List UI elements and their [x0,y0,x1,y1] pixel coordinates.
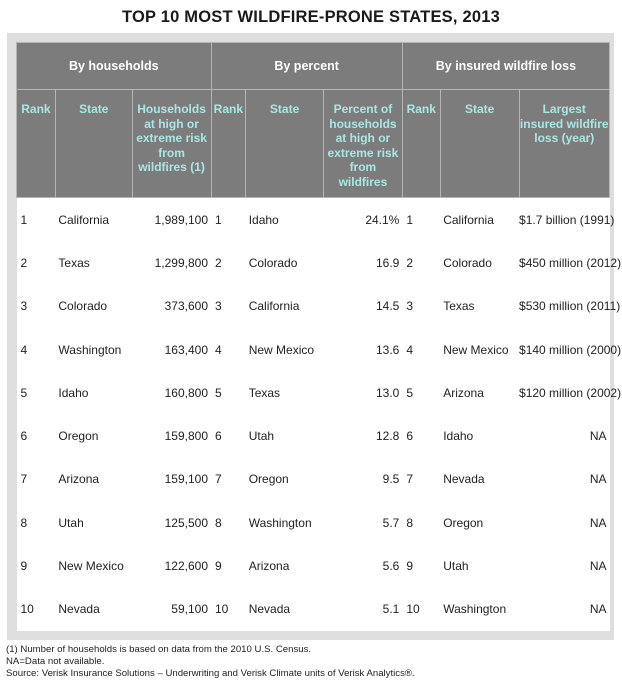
page-title: TOP 10 MOST WILDFIRE-PRONE STATES, 2013 [122,8,500,26]
table-row [17,544,610,587]
insured-loss-cell: NA [519,458,609,501]
table-row [17,501,610,544]
percent-cell: 5.7 [323,501,402,544]
col-state: State [246,90,324,198]
state-cell: Arizona [440,371,519,414]
wildfire-table [16,42,622,631]
rank-cell: 8 [402,501,440,544]
state-cell: Colorado [246,241,324,284]
rank-cell: 4 [211,328,246,371]
rank-cell: 6 [402,414,440,457]
state-cell: California [440,198,519,242]
insured-loss-cell: NA [519,544,609,587]
column-header-row [17,90,610,198]
rank-cell: 10 [402,588,440,631]
rank-cell: 2 [17,241,56,284]
insured-loss-cell: $140 million (2000) [519,328,609,371]
insured-loss-cell: NA [519,501,609,544]
households-cell: 125,500 [132,501,211,544]
percent-cell: 9.5 [323,458,402,501]
col-households: Households at high or extreme risk from wildfires (1) [132,90,211,198]
percent-cell: 5.1 [323,588,402,631]
insured-loss-cell: NA [519,588,609,631]
state-cell: Nevada [246,588,324,631]
group-by-insured-loss: By insured wildfire loss [402,43,609,90]
insured-loss-cell: $450 million (2012) [519,241,609,284]
rank-cell: 7 [211,458,246,501]
rank-cell: 1 [402,198,440,242]
table-row [17,371,610,414]
table-row [17,458,610,501]
footnote: Source: Verisk Insurance Solutions – Underwriting and Verisk Climate units of Verisk Analytics®. [6,668,415,680]
rank-cell: 5 [211,371,246,414]
households-cell: 159,800 [132,414,211,457]
rank-cell: 9 [17,544,56,587]
state-cell: Texas [55,241,132,284]
state-cell: Oregon [440,501,519,544]
state-cell: New Mexico [246,328,324,371]
rank-cell: 10 [17,588,56,631]
percent-cell: 24.1% [323,198,402,242]
state-cell: Colorado [55,285,132,328]
rank-cell: 8 [17,501,56,544]
percent-cell: 5.6 [323,544,402,587]
state-cell: Idaho [440,414,519,457]
table-row [17,198,610,242]
rank-cell: 6 [211,414,246,457]
state-cell: Washington [55,328,132,371]
rank-cell: 2 [211,241,246,284]
col-insured-loss: Largest insured wildfire loss (year) [519,90,609,198]
rank-cell: 5 [17,371,56,414]
rank-cell: 8 [211,501,246,544]
state-cell: Texas [440,285,519,328]
footnotes [6,644,415,681]
insured-loss-cell: $120 million (2002) [519,371,609,414]
rank-cell: 1 [211,198,246,242]
group-header-row [17,43,610,90]
state-cell: Utah [55,501,132,544]
rank-cell: 4 [402,328,440,371]
state-cell: Idaho [55,371,132,414]
rank-cell: 9 [402,544,440,587]
state-cell: California [246,285,324,328]
state-cell: Arizona [246,544,324,587]
state-cell: Colorado [440,241,519,284]
percent-cell: 13.6 [323,328,402,371]
table-frame [7,33,622,640]
rank-cell: 1 [17,198,56,242]
households-cell: 59,100 [132,588,211,631]
col-state: State [55,90,132,198]
state-cell: California [55,198,132,242]
state-cell: Texas [246,371,324,414]
state-cell: Washington [246,501,324,544]
col-state: State [440,90,519,198]
rank-cell: 3 [402,285,440,328]
group-by-households: By households [17,43,212,90]
rank-cell: 6 [17,414,56,457]
col-rank: Rank [402,90,440,198]
col-rank: Rank [211,90,246,198]
state-cell: New Mexico [55,544,132,587]
rank-cell: 3 [17,285,56,328]
state-cell: Arizona [55,458,132,501]
table-row [17,285,610,328]
state-cell: Utah [246,414,324,457]
rank-cell: 7 [17,458,56,501]
households-cell: 122,600 [132,544,211,587]
insured-loss-cell: $530 million (2011) [519,285,609,328]
percent-cell: 16.9 [323,241,402,284]
state-cell: Nevada [440,458,519,501]
table-row [17,414,610,457]
percent-cell: 13.0 [323,371,402,414]
rank-cell: 2 [402,241,440,284]
table-row [17,241,610,284]
rank-cell: 10 [211,588,246,631]
households-cell: 163,400 [132,328,211,371]
households-cell: 160,800 [132,371,211,414]
insured-loss-cell: $1.7 billion (1991) [519,198,609,242]
households-cell: 159,100 [132,458,211,501]
percent-cell: 12.8 [323,414,402,457]
rank-cell: 4 [17,328,56,371]
footnote: (1) Number of households is based on data from the 2010 U.S. Census. [6,644,312,655]
state-cell: Oregon [246,458,324,501]
state-cell: Nevada [55,588,132,631]
rank-cell: 9 [211,544,246,587]
col-rank: Rank [17,90,56,198]
state-cell: Washington [440,588,519,631]
state-cell: Oregon [55,414,132,457]
percent-cell: 14.5 [323,285,402,328]
households-cell: 1,299,800 [132,241,211,284]
table-row [17,588,610,631]
state-cell: Idaho [246,198,324,242]
households-cell: 373,600 [132,285,211,328]
group-by-percent: By percent [211,43,402,90]
table-row [17,328,610,371]
households-cell: 1,989,100 [132,198,211,242]
insured-loss-cell: NA [519,414,609,457]
col-percent: Percent of households at high or extreme risk from wildfires [323,90,402,198]
rank-cell: 7 [402,458,440,501]
footnote: NA=Data not available. [6,656,105,668]
state-cell: Utah [440,544,519,587]
rank-cell: 5 [402,371,440,414]
rank-cell: 3 [211,285,246,328]
state-cell: New Mexico [440,328,519,371]
